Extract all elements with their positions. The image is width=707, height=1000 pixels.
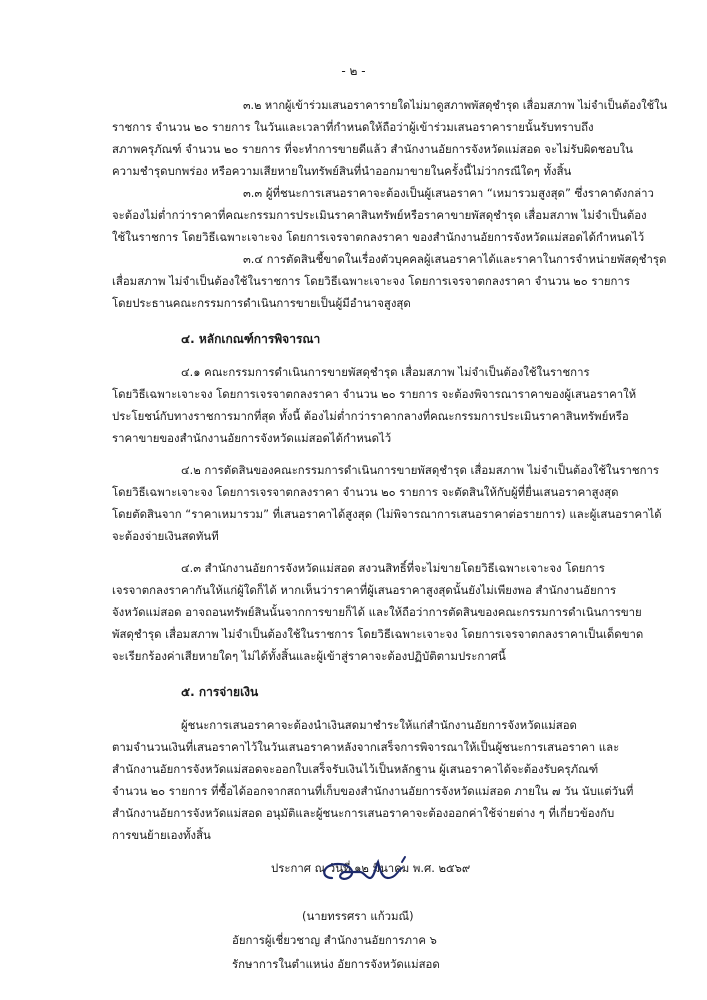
paragraph-line: ตามจำนวนเงินที่เสนอราคาไว้ในวันเสนอราคาหลังจากเสร็จการพิจารณาให้เป็นผู้ชนะการเสนอราคา และ <box>112 740 620 754</box>
signer-position: อัยการผู้เชี่ยวชาญ สำนักงานอัยการภาค ๖ <box>232 933 437 947</box>
paragraph-line: ๔.๑ คณะกรรมการดำเนินการขายพัสดุชำรุด เสื่อมสภาพ ไม่จำเป็นต้องใช้ในราชการ <box>181 365 590 379</box>
paragraph-line: โดยวิธีเฉพาะเจาะจง โดยการเจรจาตกลงราคา จำนวน ๒๐ รายการ จะตัดสินให้กับผู้ที่ยื่นเสนอราคาสูงสุด <box>112 485 619 499</box>
paragraph-line: ราชการ จำนวน ๒๐ รายการ ในวันและเวลาที่กำหนดให้ถือว่าผู้เข้าร่วมเสนอราคารายนั้นรับทราบถึง <box>112 120 594 134</box>
paragraph-line: สำนักงานอัยการจังหวัดแม่สอด อนุมัติและผู้ชนะการเสนอราคาจะต้องออกค่าใช้จ่ายต่าง ๆ ที่เกี่ยวข้องกับ <box>112 806 615 820</box>
paragraph-line: พัสดุชำรุด เสื่อมสภาพ ไม่จำเป็นต้องใช้ในราชการ โดยวิธีเฉพาะเจาะจง โดยการเจรจาตกลงราคาเป็นเด็ดขาด <box>112 627 644 641</box>
paragraph-line: ๓.๒ หากผู้เข้าร่วมเสนอราคารายใดไม่มาดูสภาพพัสดุชำรุด เสื่อมสภาพ ไม่จำเป็นต้องใช้ใน <box>243 98 668 112</box>
paragraph-line: จะต้องจ่ายเงินสดทันที <box>112 529 219 543</box>
paragraph-line: ๓.๔ การตัดสินชี้ขาดในเรื่องตัวบุคคลผู้เสนอราคาได้และราคาในการจำหน่ายพัสดุชำรุด <box>243 252 667 266</box>
signer-name: (นายทรรศรา แก้วมณี) <box>302 909 414 923</box>
paragraph-line: สภาพครุภัณฑ์ จำนวน ๒๐ รายการ ที่จะทำการขายดีแล้ว สำนักงานอัยการจังหวัดแม่สอด จะไม่รับผิดชอบใน <box>112 142 633 156</box>
paragraph-line: เจรจาตกลงราคากันให้แก่ผู้ใดก็ได้ หากเห็นว่าราคาที่ผู้เสนอราคาสูงสุดนั้นยังไม่เพียงพอ สำนักงานอัยการ <box>112 583 617 597</box>
paragraph-line: โดยวิธีเฉพาะเจาะจง โดยการเจรจาตกลงราคา จำนวน ๒๐ รายการ จะต้องพิจารณาราคาของผู้เสนอราคาให้ <box>112 387 637 401</box>
paragraph-line: โดยตัดสินจาก “ราคาเหมารวม” ที่เสนอราคาได้สูงสุด (ไม่พิจารณาการเสนอราคาต่อรายการ) และผู้เสนอราคาได้ <box>112 507 662 521</box>
signer-acting-position: รักษาการในตำแหน่ง อัยการจังหวัดแม่สอด <box>232 957 440 971</box>
paragraph-line: ความชำรุดบกพร่อง หรือความเสียหายในทรัพย์สินที่นำออกมาขายในครั้งนี้ไม่ว่ากรณีใดๆ ทั้งสิ้น <box>112 164 572 178</box>
paragraph-line: สำนักงานอัยการจังหวัดแม่สอดจะออกใบเสร็จรับเงินไว้เป็นหลักฐาน ผู้เสนอราคาได้จะต้องรับครุภัณฑ์ <box>112 762 599 776</box>
paragraph-line: การขนย้ายเองทั้งสิ้น <box>112 828 211 842</box>
paragraph-line: ผู้ชนะการเสนอราคาจะต้องนำเงินสดมาชำระให้แก่สำนักงานอัยการจังหวัดแม่สอด <box>181 718 577 732</box>
paragraph-line: จำนวน ๒๐ รายการ ที่ซื้อได้ออกจากสถานที่เก็บของสำนักงานอัยการจังหวัดแม่สอด ภายใน ๗ วัน นับแต่วันที่ <box>112 784 634 798</box>
paragraph-line: ๓.๓ ผู้ที่ชนะการเสนอราคาจะต้องเป็นผู้เสนอราคา “เหมารวมสูงสุด” ซึ่งราคาดังกล่าว <box>243 186 654 200</box>
section-heading-5: ๕. การจ่ายเงิน <box>181 685 259 699</box>
paragraph-line: ใช้ในราชการ โดยวิธีเฉพาะเจาะจง โดยการเจรจาตกลงราคา ของสำนักงานอัยการจังหวัดแม่สอดได้กำหนดไว้ <box>112 230 645 244</box>
paragraph-line: โดยประธานคณะกรรมการดำเนินการขายเป็นผู้มีอำนาจสูงสุด <box>112 296 411 310</box>
paragraph-line: ประโยชน์กับทางราชการมากที่สุด ทั้งนี้ ต้องไม่ต่ำกว่าราคากลางที่คณะกรรมการประเมินราคาสินทรัพย์หรือ <box>112 409 629 423</box>
paragraph-line: ๔.๓ สำนักงานอัยการจังหวัดแม่สอด สงวนสิทธิ์ที่จะไม่ขายโดยวิธีเฉพาะเจาะจง โดยการ <box>181 561 605 575</box>
signature-image <box>316 848 436 898</box>
section-heading-4: ๔. หลักเกณฑ์การพิจารณา <box>181 332 321 346</box>
paragraph-line: ราคาขายของสำนักงานอัยการจังหวัดแม่สอดได้กำหนดไว้ <box>112 431 392 445</box>
announcement-date: ประกาศ ณ วันที่ ๑๒ มีนาคม พ.ศ. ๒๕๖๙ <box>271 861 471 875</box>
paragraph-line: เสื่อมสภาพ ไม่จำเป็นต้องใช้ในราชการ โดยวิธีเฉพาะเจาะจง โดยการเจรจาตกลงราคา จำนวน ๒๐ รายการ <box>112 274 630 288</box>
paragraph-line: ๔.๒ การตัดสินของคณะกรรมการดำเนินการขายพัสดุชำรุด เสื่อมสภาพ ไม่จำเป็นต้องใช้ในราชการ <box>181 463 660 477</box>
paragraph-line: จะเรียกร้องค่าเสียหายใดๆ ไม่ได้ทั้งสิ้นและผู้เข้าสู่ราคาจะต้องปฏิบัติตามประกาศนี้ <box>112 649 506 663</box>
page-number: - ๒ - <box>341 64 366 78</box>
paragraph-line: จะต้องไม่ต่ำกว่าราคาที่คณะกรรมการประเมินราคาสินทรัพย์หรือราคาขายพัสดุชำรุด เสื่อมสภาพ ไม่จำเป็นต้อง <box>112 208 647 222</box>
paragraph-line: จังหวัดแม่สอด อาจถอนทรัพย์สินนั้นจากการขายก็ได้ และให้ถือว่าการตัดสินของคณะกรรมการดำเนินการขาย <box>112 605 642 619</box>
